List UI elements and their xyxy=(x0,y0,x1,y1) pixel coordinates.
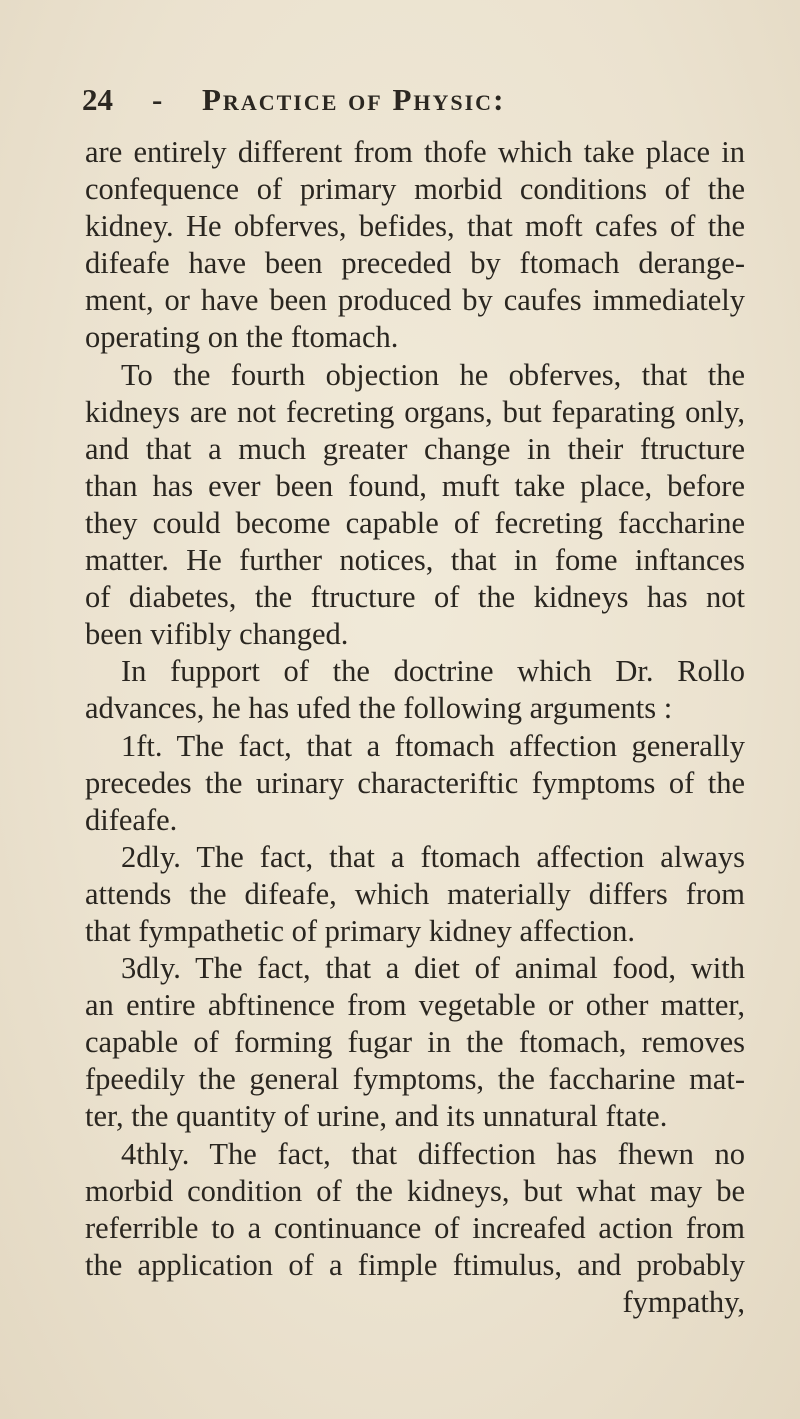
text-line: 3dly. The fact, that a diet of animal food, with xyxy=(121,951,745,986)
text-line: ment, or have been produced by caufes immediately xyxy=(85,283,745,318)
text-line: kidneys are not fecreting organs, but feparating only, xyxy=(85,394,745,429)
body-text xyxy=(85,134,745,1321)
text-line: advances, he has ufed the following arguments : xyxy=(85,691,673,726)
text-line: 2dly. The fact, that a ftomach affection always xyxy=(121,839,745,874)
text-line: are entirely different from thofe which take place in xyxy=(85,135,745,169)
text-line: 4thly. The fact, that diffection has fhewn no xyxy=(121,1136,745,1171)
text-line: morbid condition of the kidneys, but what may be xyxy=(85,1173,745,1208)
text-line: and that a much greater change in their ftructure xyxy=(85,431,745,466)
text-line: operating on the ftomach. xyxy=(85,320,399,355)
text-line: precedes the urinary characteriftic fymptoms of the xyxy=(85,765,745,800)
header-dash: - xyxy=(152,82,163,117)
page-header xyxy=(82,82,742,122)
text-line: of diabetes, the ftructure of the kidneys has not xyxy=(85,580,745,615)
text-line: capable of forming fugar in the ftomach, removes xyxy=(85,1025,745,1060)
text-line: they could become capable of fecreting faccharine xyxy=(85,505,745,540)
text-line: than has ever been found, muft take place, before xyxy=(85,468,745,503)
text-line: 1ft. The fact, that a ftomach affection generally xyxy=(121,728,745,763)
running-head: Practice of Physic: xyxy=(202,82,506,117)
text-line: an entire abftinence from vegetable or other matter, xyxy=(85,988,745,1023)
text-line: fympathy, xyxy=(622,1284,745,1319)
text-line: been vifibly changed. xyxy=(85,617,349,652)
text-line: In fupport of the doctrine which Dr. Rollo xyxy=(121,654,745,689)
text-line: attends the difeafe, which materially differs from xyxy=(85,876,745,911)
text-line: that fympathetic of primary kidney affection. xyxy=(85,913,635,948)
text-line: fpeedily the general fymptoms, the faccharine mat- xyxy=(85,1062,745,1097)
text-line: matter. He further notices, that in fome inftances xyxy=(85,543,745,578)
text-line: confequence of primary morbid conditions of the xyxy=(85,172,745,207)
text-line: referrible to a continuance of increafed action from xyxy=(85,1210,745,1245)
text-line: the application of a fimple ftimulus, and probably xyxy=(85,1247,745,1282)
text-line: kidney. He obferves, befides, that moft cafes of the xyxy=(85,209,745,244)
text-line: difeafe have been preceded by ftomach derange- xyxy=(85,246,745,281)
text-line: ter, the quantity of urine, and its unnatural ftate. xyxy=(85,1099,668,1134)
text-line: difeafe. xyxy=(85,802,178,837)
text-line: To the fourth objection he obferves, that the xyxy=(121,357,745,392)
page-number: 24 xyxy=(82,82,113,117)
